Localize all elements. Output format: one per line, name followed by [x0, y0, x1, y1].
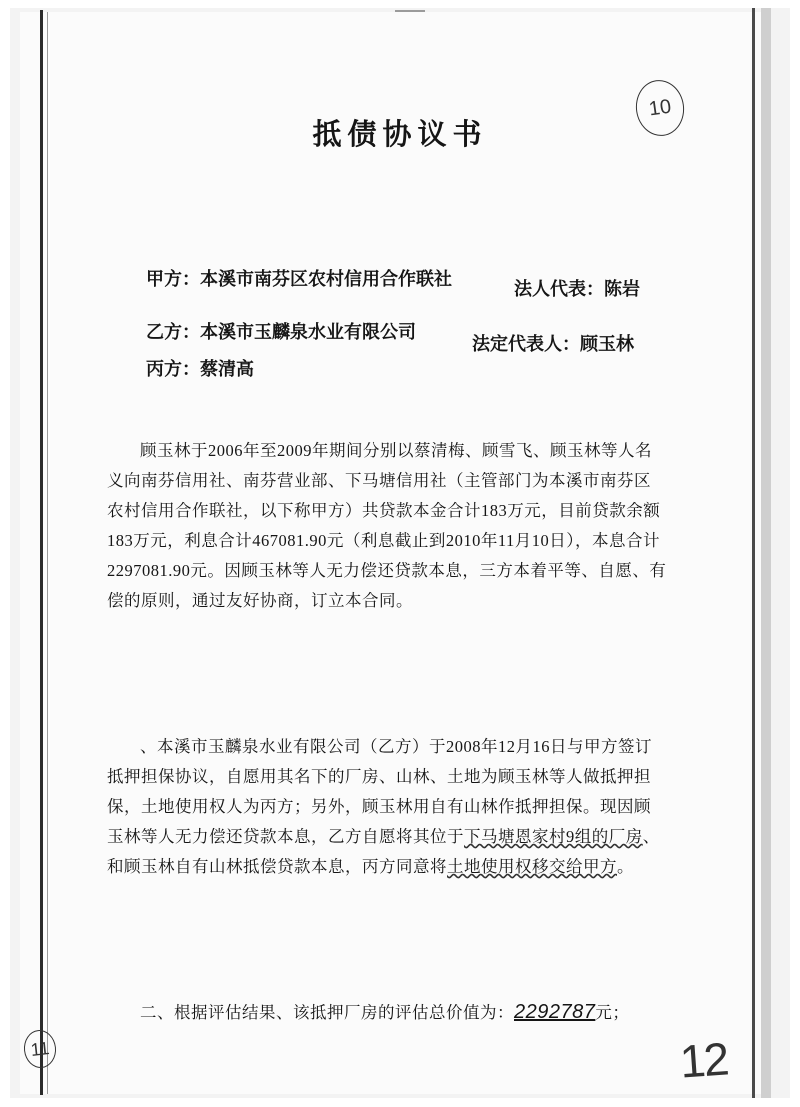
handwritten-page-mark: 12	[678, 1032, 729, 1088]
scan-speck	[395, 10, 425, 12]
underlined-factory-location: 下马塘恩家村9组的厂房	[464, 827, 643, 846]
clause-one-end: 。	[617, 857, 634, 876]
left-margin-line-thin	[47, 12, 48, 1094]
clause-one-text	[107, 732, 667, 882]
handwritten-valuation: 2292787	[514, 1001, 596, 1023]
party-a: 甲方：本溪市南芬区农村信用合作联社	[146, 269, 452, 290]
page-number-circle-bottom: 11	[22, 1028, 58, 1069]
clause-one-mid: 、和顾玉林自有山林抵偿贷款本息，丙方同意将	[107, 827, 660, 876]
page-number-circle-top: 10	[632, 77, 687, 139]
left-margin-line	[40, 10, 43, 1095]
clause-two	[107, 997, 667, 1028]
party-b-representative: 法定代表人：顾玉林	[472, 334, 634, 355]
paragraph-clause-one	[107, 732, 667, 882]
paragraph-text: 顾玉林于2006年至2009年期间分别以蔡清梅、顾雪飞、顾玉林等人名义向南芬信用社、南芬营业部、下马塘信用社（主管部门为本溪市南芬区农村信用合作联社，以下称甲方）共贷款本金合计183万元，目前贷款余额183万元，利息合计467081.90元（利息截止到2010年11月10日），本息合计2297081.90元。因顾玉林等人无力偿还贷款本息，三方本着平等、自愿、有偿的原则，通过友好协商，订立本合同。	[107, 441, 667, 610]
underlined-land-transfer: 土地使用权移交给甲方	[447, 857, 617, 876]
party-a-representative: 法人代表：陈岩	[514, 279, 640, 300]
party-b: 乙方：本溪市玉麟泉水业有限公司	[146, 322, 416, 343]
clause-two-prefix: 二、根据评估结果、该抵押厂房的评估总价值为：	[140, 1003, 514, 1022]
right-margin-shadow	[761, 8, 771, 1098]
party-c: 丙方：蔡清高	[146, 359, 254, 380]
document-title: 抵债协议书	[312, 117, 488, 151]
paragraph-background	[107, 436, 667, 616]
clause-one-main: 、本溪市玉麟泉水业有限公司（乙方）于2008年12月16日与甲方签订抵押担保协议，自愿用其名下的厂房、山林、土地为顾玉林等人做抵押担保，土地使用权人为丙方；另外，顾玉林用自有山林作抵押担保。现因顾玉林等人无力偿还贷款本息，乙方自愿将其位于	[107, 737, 652, 846]
clause-two-suffix: 元；	[595, 1003, 630, 1022]
right-margin-line	[752, 8, 755, 1098]
